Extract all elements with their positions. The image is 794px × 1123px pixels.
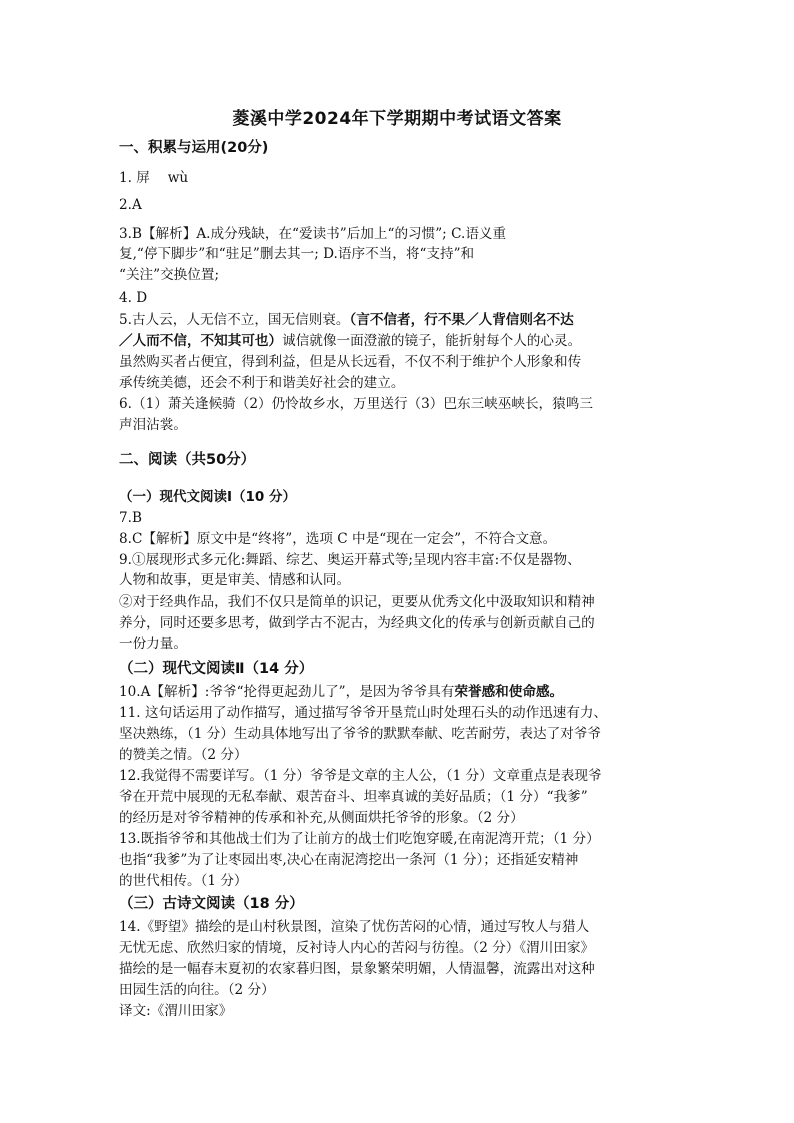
answer-q10-bold: 荣誉感和使命感。 xyxy=(454,684,564,700)
document-title: 菱溪中学2024年下学期期中考试语文答案 xyxy=(232,109,562,129)
answer-q9-line-4: 养分，同时还要多思考，做到学古不泥古，为经典文化的传承与创新贡献自己的 xyxy=(119,615,595,631)
answer-q3-line-3: “关注”交换位置; xyxy=(119,267,220,283)
answer-q12-line-3: 的经历是对爷爷精神的传承和补充,从侧面烘托爷爷的形象。（2 分） xyxy=(119,810,524,826)
answer-q9-line-3: ②对于经典作品，我们不仅只是简单的识记，更要从优秀文化中汲取知识和精神 xyxy=(119,594,595,610)
answer-q10 xyxy=(119,682,563,702)
answer-q2: 2.A xyxy=(119,197,142,213)
answer-q11-line-1: 11. 这句话运用了动作描写，通过描写爷爷开垦荒山时处理石头的动作迅速有力、 xyxy=(119,705,608,721)
answer-q12-line-1: 12.我觉得不需要详写。（1 分）爷爷是文章的主人公，（1 分）文章重点是表现爷 xyxy=(119,768,602,784)
answer-q3-line-1: 3.B【解析】A.成分残缺，在“爱读书”后加上“的习惯”; C.语义重 xyxy=(119,226,507,242)
answer-q5-bold: （言不信者，行不果／人背信则名不达 xyxy=(349,312,574,328)
answer-q12-line-2: 爷在开荒中展现的无私奉献、艰苦奋斗、坦率真诚的美好品质；（1 分）“我爹” xyxy=(119,789,588,805)
part-heading-classical-reading: （三）古诗文阅读（18 分） xyxy=(119,896,304,912)
answer-q5-text: 诚信就像一面澄澈的镜子，能折射每个人的心灵。 xyxy=(282,333,582,349)
answer-q13-line-2: 也指“我爹”为了让枣园出枣,决心在南泥湾挖出一条河（1 分）；还指延安精神 xyxy=(119,852,579,868)
section-heading-accumulation: 一、积累与运用(20分) xyxy=(119,140,269,156)
answer-q6-line-2: 声泪沾裳。 xyxy=(119,417,187,433)
answer-q13-line-1: 13.既指爷爷和其他战士们为了让前方的战士们吃饱穿暖,在南泥湾开荒；（1 分） xyxy=(119,831,600,847)
answer-q7: 7.B xyxy=(119,510,142,526)
answer-q5-text: 5.古人云，人无信不立，国无信则衰。 xyxy=(119,312,350,328)
answer-q5-bold: ／人而不信，不知其可也） xyxy=(119,333,283,349)
answer-q11-line-2: 坚决熟练，（1 分）生动具体地写出了爷爷的默默奉献、吃苦耐劳，表达了对爷爷 xyxy=(119,726,601,742)
part-heading-modern-reading-1: （一）现代文阅读Ⅰ（10 分） xyxy=(119,489,297,505)
answer-q3-line-2: 复,“停下脚步”和“驻足”删去其一; D.语序不当，将“支持”和 xyxy=(119,246,475,262)
answer-q5-line-2 xyxy=(119,331,581,351)
answer-q5-line-3: 虽然购买者占便宜，得到利益，但是从长远看，不仅不利于维护个人形象和传 xyxy=(119,354,582,370)
answer-q14-line-5: 译文:《渭川田家》 xyxy=(119,1003,233,1019)
answer-q14-line-3: 描绘的是一幅春末夏初的农家暮归图，景象繁荣明媚，人情温馨，流露出对这种 xyxy=(119,961,595,977)
answer-q6-line-1: 6.（1）萧关逢候骑（2）仍怜故乡水，万里送行（3）巴东三峡巫峡长，猿鸣三 xyxy=(119,396,593,412)
answer-q9-line-5: 一份力量。 xyxy=(119,636,187,652)
answer-q5-line-4: 承传统美德，还会不利于和谐美好社会的建立。 xyxy=(119,375,405,391)
answer-q14-line-4: 田园生活的向往。（2 分） xyxy=(119,982,275,998)
answer-q9-line-2: 人物和故事，更是审美、情感和认同。 xyxy=(119,572,351,588)
answer-q8: 8.C【解析】原文中是“终将”，选项 C 中是“现在一定会”，不符合文意。 xyxy=(119,531,557,547)
answer-q9-line-1: 9.①展现形式多元化:舞蹈、综艺、奥运开幕式等;呈现内容丰富:不仅是器物、 xyxy=(119,552,581,568)
answer-q4: 4. D xyxy=(119,290,148,306)
part-heading-modern-reading-2: （二）现代文阅读Ⅱ（14 分） xyxy=(119,661,314,677)
answer-q5-line-1 xyxy=(119,310,574,330)
answer-q1: 1. 屏 wù xyxy=(119,170,189,186)
answer-q14-line-1: 14.《野望》描绘的是山村秋景图，渲染了忧伤苦闷的心情，通过写牧人与猎人 xyxy=(119,919,590,935)
answer-q14-line-2: 无忧无虑、欣然归家的情境，反衬诗人内心的苦闷与彷徨。（2 分）《渭川田家》 xyxy=(119,940,595,956)
answer-q11-line-3: 的赞美之情。（2 分） xyxy=(119,747,248,763)
answer-q13-line-3: 的世代相传。（1 分） xyxy=(119,873,248,889)
answer-q10-text: 10.A【解析】:爷爷“抡得更起劲儿了”，是因为爷爷具有 xyxy=(119,684,455,700)
section-heading-reading: 二、阅读（共50分） xyxy=(119,452,256,468)
